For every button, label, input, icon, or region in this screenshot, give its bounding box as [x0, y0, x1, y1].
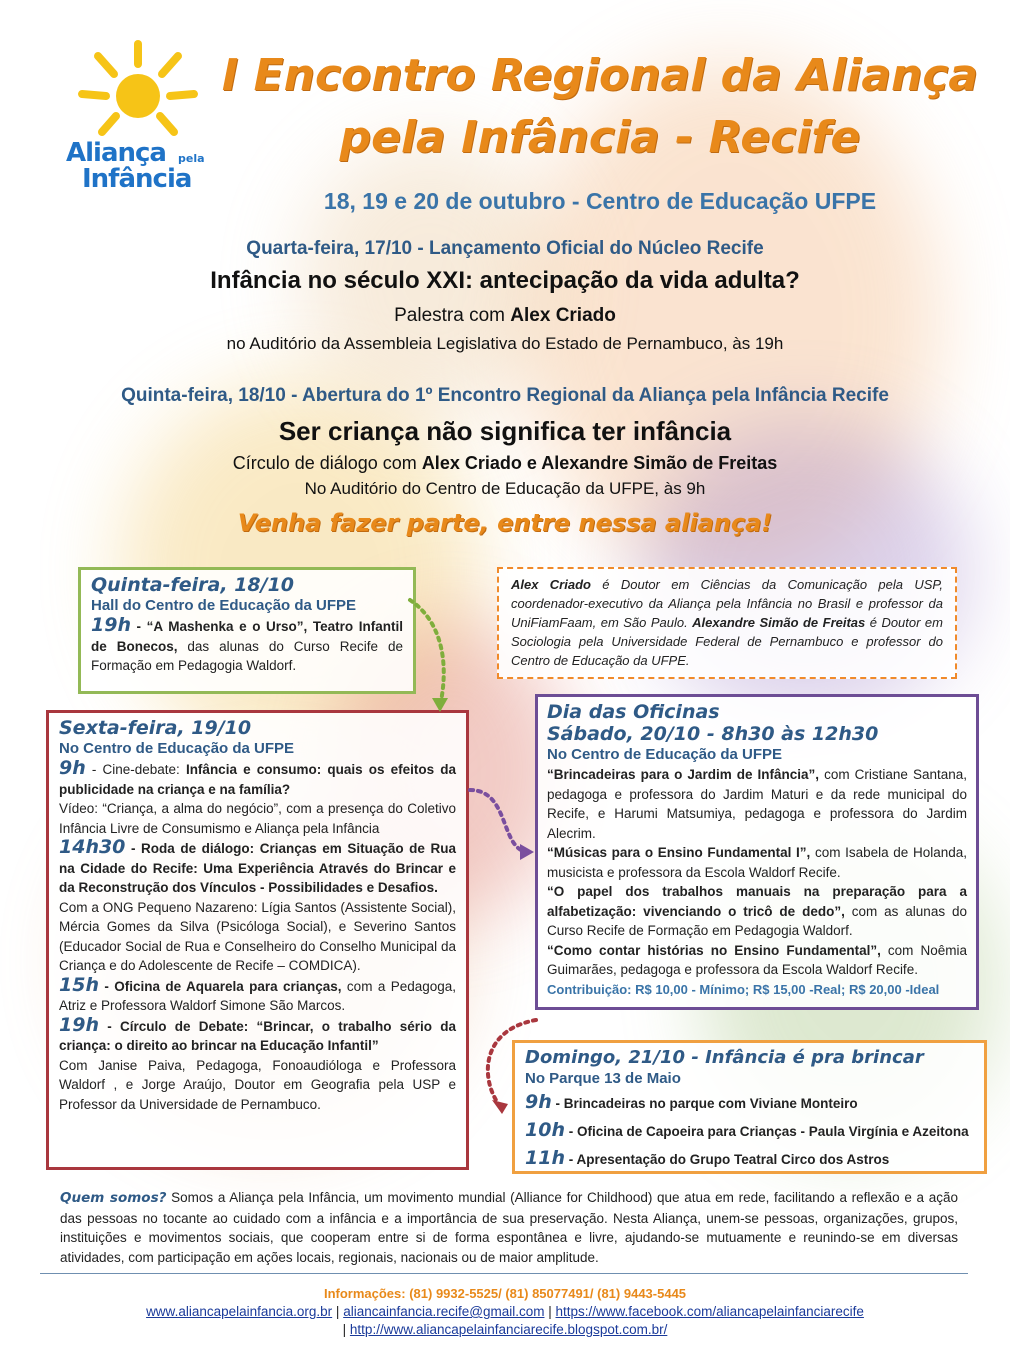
sunday-item1-text: - Brincadeiras no parque com Viviane Monteiro: [551, 1096, 858, 1111]
saturday-w4-title: “Como contar histórias no Ensino Fundamental”,: [547, 942, 881, 958]
divider: [40, 1273, 968, 1274]
saturday-w2-title: “Músicas para o Ensino Fundamental I”,: [547, 845, 811, 860]
email-link[interactable]: aliancainfancia.recife@gmail.com: [343, 1304, 545, 1319]
event1-speaker: Alex Criado: [510, 305, 616, 326]
saturday-workshop1: [547, 765, 967, 843]
bio-desc1: é Doutor em Ciências da Comunicação pela USP, coordenador-executivo da Aliança pela Infância no Brasil e professor da UniFiamFaam, em São Paulo.: [511, 577, 943, 630]
event2-speaker2: Alexandre Simão de Freitas: [541, 453, 778, 473]
logo-text-infancia: Infância: [82, 164, 192, 194]
friday-item1: [59, 759, 456, 799]
friday-item1-a: - Cine-debate:: [85, 762, 186, 777]
thursday-place: Hall do Centro de Educação da UFPE: [91, 597, 357, 614]
event1-theme: Infância no século XXI: antecipação da vida adulta?: [210, 267, 800, 294]
facebook-link[interactable]: https://www.facebook.com/aliancapelainfanciarecife: [555, 1304, 864, 1319]
sun-icon: [72, 38, 202, 138]
friday-item4-a: - Círculo de Debate: “Brincar, o trabalho sério da criança: o direito ao brincar na Educação Infantil”: [59, 1018, 456, 1053]
bio-name2: Alexandre Simão de Freitas: [692, 615, 866, 630]
sunday-item2-text: - Oficina de Capoeira para Crianças - Paula Virgínia e Azeitona: [564, 1124, 969, 1139]
footer-sep3: |: [342, 1322, 350, 1337]
bio-name1: Alex Criado: [511, 577, 591, 592]
saturday-workshop3: [547, 882, 967, 941]
friday-time3: 15h: [59, 973, 99, 996]
event2-place: No Auditório do Centro de Educação da UFPE, às 9h: [304, 479, 706, 498]
about-label: Quem somos?: [60, 1190, 167, 1206]
sunday-time3: 11h: [525, 1147, 565, 1169]
page-title-line2: pela Infância - Recife: [339, 112, 861, 163]
friday-item4-desc: Com Janise Paiva, Pedagoga, Fonoaudióloga e Professora Waldorf , e Jorge Araújo, Doutor em Geografia pela USP e Professor da Universidade de Pernambuco.: [59, 1057, 456, 1112]
saturday-w1-desc: com Cristiane Santana, pedagoga e professora do Jardim Maturi e da rede municipal do Recife, e Harumi Matsumiya, pedagoga e professora do Jardim Alecrim.: [547, 767, 967, 841]
friday-time4: 19h: [59, 1013, 99, 1036]
saturday-w3-desc: com as alunas do Curso Recife de Formação em Pedagogia Waldorf.: [547, 903, 967, 938]
friday-item4: [59, 1013, 456, 1056]
sunday-title: Domingo, 21/10 - Infância é pra brincar: [525, 1047, 924, 1068]
saturday-price: Contribuição: R$ 10,00 - Mínimo; R$ 15,00 -Real; R$ 20,00 -Ideal: [547, 981, 940, 997]
sunday-time2: 10h: [525, 1119, 565, 1141]
call-to-action: Venha fazer parte, entre nessa aliança!: [237, 509, 773, 537]
saturday-title2: Sábado, 20/10 - 8h30 às 12h30: [547, 723, 879, 745]
thursday-item: [91, 616, 403, 676]
thursday-box: [78, 567, 416, 694]
friday-item3-b: com a Pedagoga, Atriz e Professora Waldorf Simone São Marcos.: [59, 978, 457, 1013]
friday-item2-a: - Roda de diálogo: Crianças em Situação de Rua na Cidade do Recife: Uma Experiência Através do Brincar e da Reconstrução dos Vínculos - Possibilidades e Desafios.: [59, 841, 456, 895]
footer-sep2: |: [544, 1304, 556, 1319]
about-section: [60, 1188, 958, 1267]
thursday-time: 19h: [91, 614, 131, 636]
saturday-w2-desc: com Isabela de Holanda, musicista e professora da Escola Waldorf Recife.: [547, 845, 967, 880]
saturday-box: [535, 694, 979, 1010]
friday-place: No Centro de Educação da UFPE: [59, 740, 295, 757]
saturday-w4-desc: com Noêmia Guimarães, pedagoga e professora da Escola Waldorf Recife.: [547, 942, 967, 977]
sunday-item3: [525, 1145, 974, 1173]
friday-item2-desc: Com a ONG Pequeno Nazareno: Lígia Santos (Assistente Social), Mércia Gomes da Silva (Psicóloga Social), e Severino Santos (Educador Social de Rua e Conselheiro do Conselho Municipal da Criança e do Adolescente de Recife – COMDICA).: [59, 899, 456, 973]
about-text: Somos a Aliança pela Infância, um movimento mundial (Alliance for Childhood) que atua em rede, facilitando a reflexão e a ação das pessoas no tocante ao cuidado com a infância e a importância de sua preservação. Nesta Aliança, unem-se pessoas, organizações, grupos, instituições e movimentos sociais, que cooperam entre si de forma espontânea e livre, ajudando-se mutuamente e reunindo-se em diversas atividades, com participação em ações locais, regionais, nacionais ou de maior amplitude.: [60, 1190, 958, 1265]
bio-box: [497, 567, 957, 679]
footer-sep1: |: [332, 1304, 344, 1319]
event1-place: no Auditório da Assembleia Legislativa do Estado de Pernambuco, às 19h: [226, 334, 784, 353]
event2-and: e: [521, 453, 542, 473]
event2-circle-prefix: Círculo de diálogo com: [232, 453, 422, 473]
friday-box: [46, 710, 469, 1170]
friday-item3: [59, 973, 457, 1016]
sunday-place: No Parque 13 de Maio: [525, 1070, 681, 1087]
saturday-w3-title: “O papel dos trabalhos manuais na preparação para a alfabetização: vivenciando o tricô de dedo”,: [547, 884, 967, 919]
bio-desc2: é Doutor em Sociologia pela Universidade Federal de Pernambuco e professor do Centro de Educação da UFPE.: [511, 615, 943, 668]
logo-text-alianca: Aliança: [66, 138, 166, 168]
event1-talk: [0, 305, 1010, 327]
website-link[interactable]: www.aliancapelainfancia.org.br: [146, 1304, 333, 1319]
saturday-workshop2: [547, 843, 967, 882]
saturday-w1-title: “Brincadeiras para o Jardim de Infância”,: [547, 767, 820, 782]
friday-time1: 9h: [59, 757, 86, 779]
event2-day: Quinta-feira, 18/10 - Abertura do 1º Encontro Regional da Aliança pela Infância Recife: [121, 385, 889, 406]
sunday-box: [512, 1040, 987, 1174]
sunday-item3-text: - Apresentação do Grupo Teatral Circo dos Astros: [564, 1152, 890, 1167]
logo-text-pela: pela: [178, 152, 205, 165]
footer-links: [0, 1303, 1010, 1339]
page-title-line1: I Encontro Regional da Aliança: [221, 50, 979, 101]
event2-speaker1: Alex Criado: [421, 453, 522, 473]
friday-item1-desc: Vídeo: “Criança, a alma do negócio”, com a presença do Coletivo Infância Livre de Consumismo e Aliança pela Infância: [59, 801, 456, 836]
sunday-time1: 9h: [525, 1091, 552, 1113]
friday-time2: 14h30: [59, 836, 126, 858]
thursday-title: Quinta-feira, 18/10: [91, 574, 295, 596]
bio-text: [511, 575, 943, 670]
logo: [58, 38, 218, 196]
event1-day: Quarta-feira, 17/10 - Lançamento Oficial do Núcleo Recife: [246, 238, 764, 259]
thursday-item-desc: das alunas do Curso Recife de Formação em Pedagogia Waldorf.: [91, 638, 403, 673]
blog-link[interactable]: http://www.aliancapelainfanciarecife.blogspot.com.br/: [349, 1322, 668, 1337]
event2-theme: Ser criança não significa ter infância: [278, 416, 732, 446]
footer-info: Informações: (81) 9932-5525/ (81) 85077491/ (81) 9443-5445: [323, 1286, 687, 1301]
thursday-item-title: - “A Mashenka e o Urso”, Teatro Infantil de Bonecos,: [91, 619, 403, 654]
friday-item3-a: - Oficina de Aquarela para crianças,: [98, 978, 342, 994]
saturday-workshop4: [547, 941, 967, 980]
sunday-item2: [525, 1117, 974, 1145]
friday-item1-b: Infância e consumo: quais os efeitos da publicidade na criança e na família?: [59, 762, 456, 797]
saturday-title1: Dia das Oficinas: [547, 701, 720, 723]
event1-talk-prefix: Palestra com: [394, 305, 511, 326]
event2-circle: [0, 453, 1010, 474]
friday-item2: [59, 838, 456, 898]
sunday-item1: [525, 1089, 974, 1117]
event-dates: 18, 19 e 20 de outubro - Centro de Educação UFPE: [323, 188, 877, 214]
saturday-place: No Centro de Educação da UFPE: [547, 746, 783, 763]
friday-title: Sexta-feira, 19/10: [59, 717, 252, 739]
